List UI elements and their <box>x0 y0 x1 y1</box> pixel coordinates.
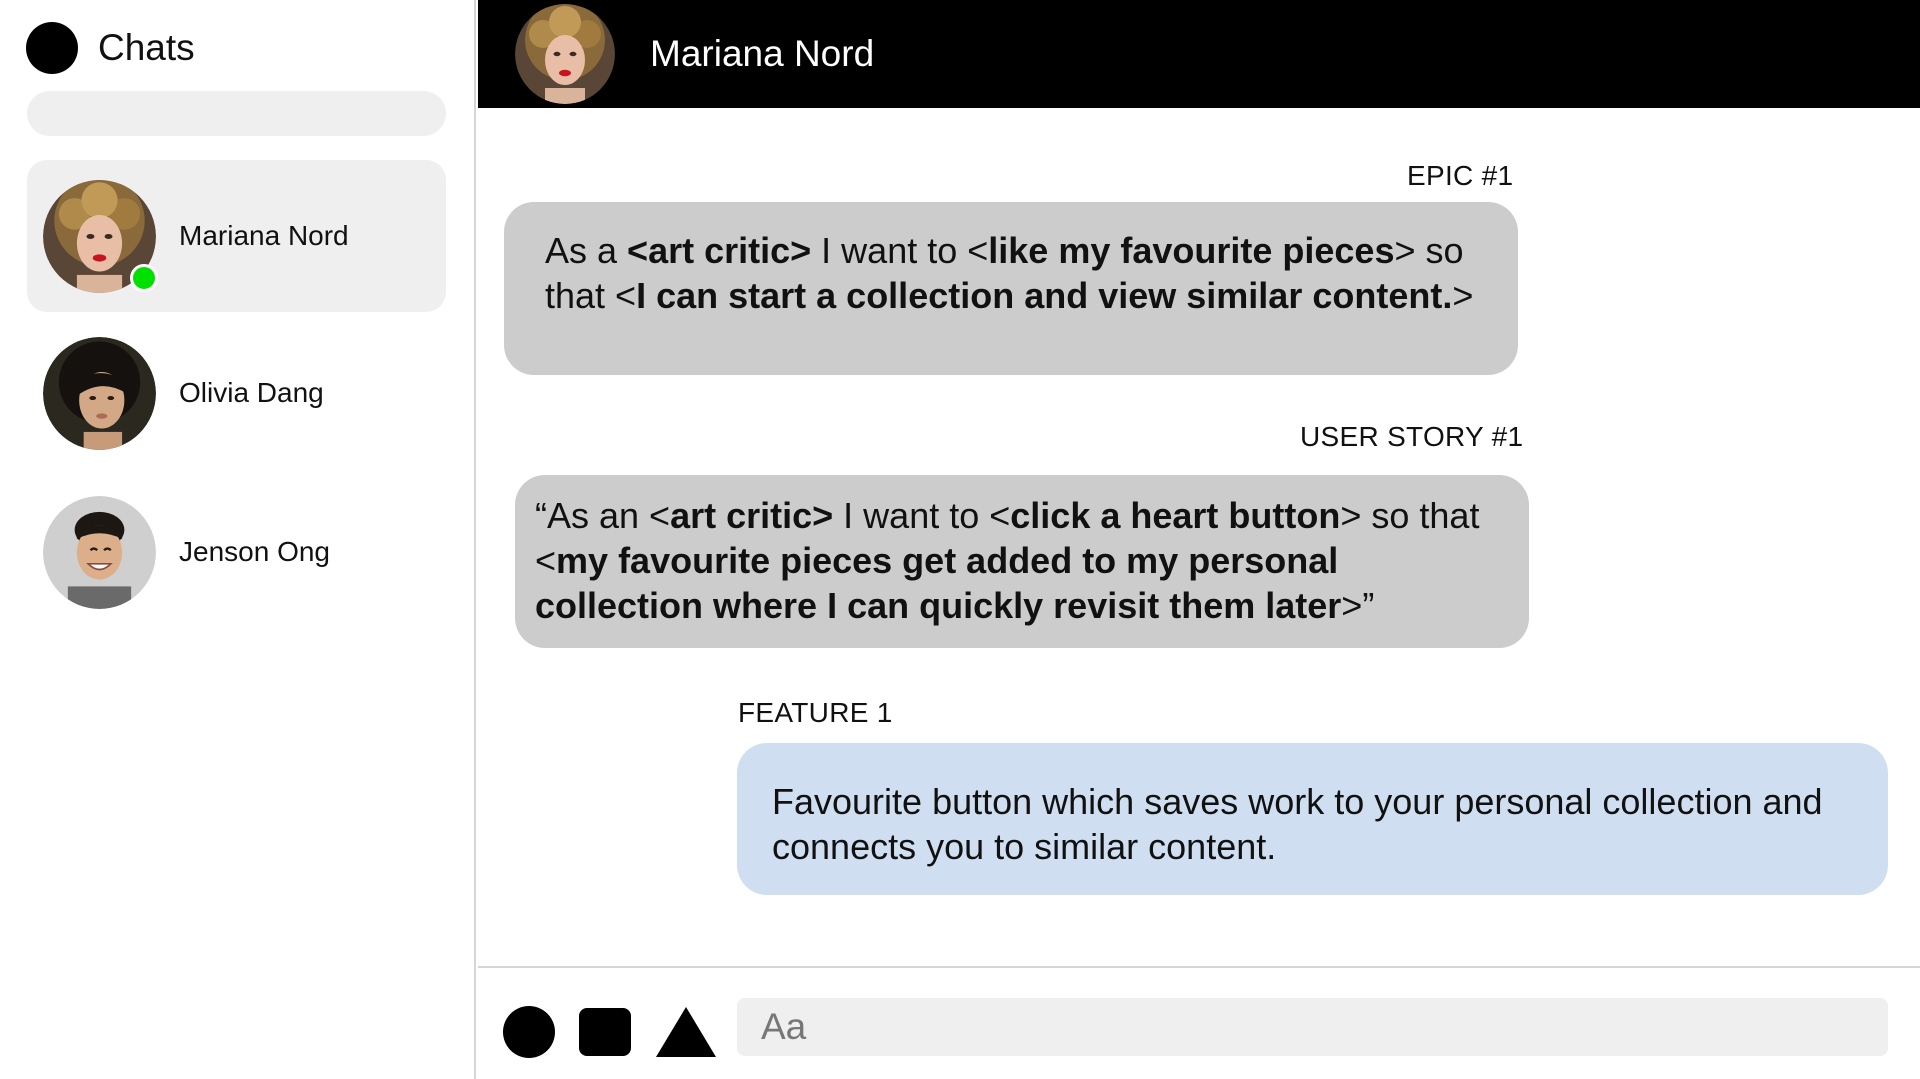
circle-icon[interactable] <box>503 1006 555 1058</box>
avatar-olivia-dang <box>43 337 156 450</box>
contact-name: Mariana Nord <box>179 220 349 251</box>
contact-mariana-nord[interactable] <box>27 160 446 312</box>
triangle-icon[interactable] <box>656 1007 716 1057</box>
contact-jenson-ong[interactable] <box>27 476 446 628</box>
message-label: FEATURE 1 <box>738 697 893 728</box>
message-text-bold: like my favourite pieces <box>988 230 1395 271</box>
avatar-jenson-ong <box>43 496 156 609</box>
message-bubble <box>504 202 1518 375</box>
message-text: “As an < <box>535 495 671 536</box>
composer <box>478 966 1920 1079</box>
sidebar <box>0 0 476 1079</box>
message-label: EPIC #1 <box>1407 160 1514 191</box>
message-input[interactable] <box>737 998 1888 1056</box>
sidebar-header <box>26 22 195 74</box>
contact-name: Olivia Dang <box>179 377 324 408</box>
message-text: I want to < <box>811 230 989 271</box>
contact-olivia-dang[interactable] <box>27 317 446 469</box>
profile-circle-icon[interactable] <box>26 22 78 74</box>
message-text-bold: art critic> <box>670 495 834 536</box>
avatar-wrap <box>43 180 156 293</box>
search-input[interactable] <box>27 91 446 136</box>
message-bubble-outgoing <box>737 743 1888 895</box>
message-label: USER STORY #1 <box>1300 421 1524 452</box>
message-text-bold: I can start a collection and view similar content. <box>636 275 1453 316</box>
avatar-wrap <box>43 337 156 450</box>
chat-header-name: Mariana Nord <box>650 33 875 74</box>
square-icon[interactable] <box>579 1008 631 1056</box>
chat-main <box>478 0 1920 1079</box>
message-text: > so that < <box>545 230 1464 316</box>
header-avatar[interactable] <box>515 4 615 104</box>
contact-name: Jenson Ong <box>179 536 330 567</box>
message-text: As a <box>545 230 628 271</box>
message-text: >” <box>1341 585 1375 626</box>
avatar-wrap <box>43 496 156 609</box>
message-text-bold: click a heart button <box>1010 495 1341 536</box>
online-status-icon <box>130 264 158 292</box>
message-text: I want to < <box>833 495 1011 536</box>
sidebar-title: Chats <box>98 27 195 68</box>
message-text: > so that < <box>535 495 1480 581</box>
message-text: > <box>1452 275 1474 316</box>
message-text-bold: <art critic> <box>627 230 812 271</box>
chat-header <box>478 0 1920 108</box>
message-text: Favourite button which saves work to your personal collection and connects you to similar content. <box>772 781 1823 867</box>
message-bubble <box>515 475 1529 648</box>
message-text-bold: my favourite pieces get added to my personal collection where I can quickly revisit them later <box>535 540 1342 626</box>
